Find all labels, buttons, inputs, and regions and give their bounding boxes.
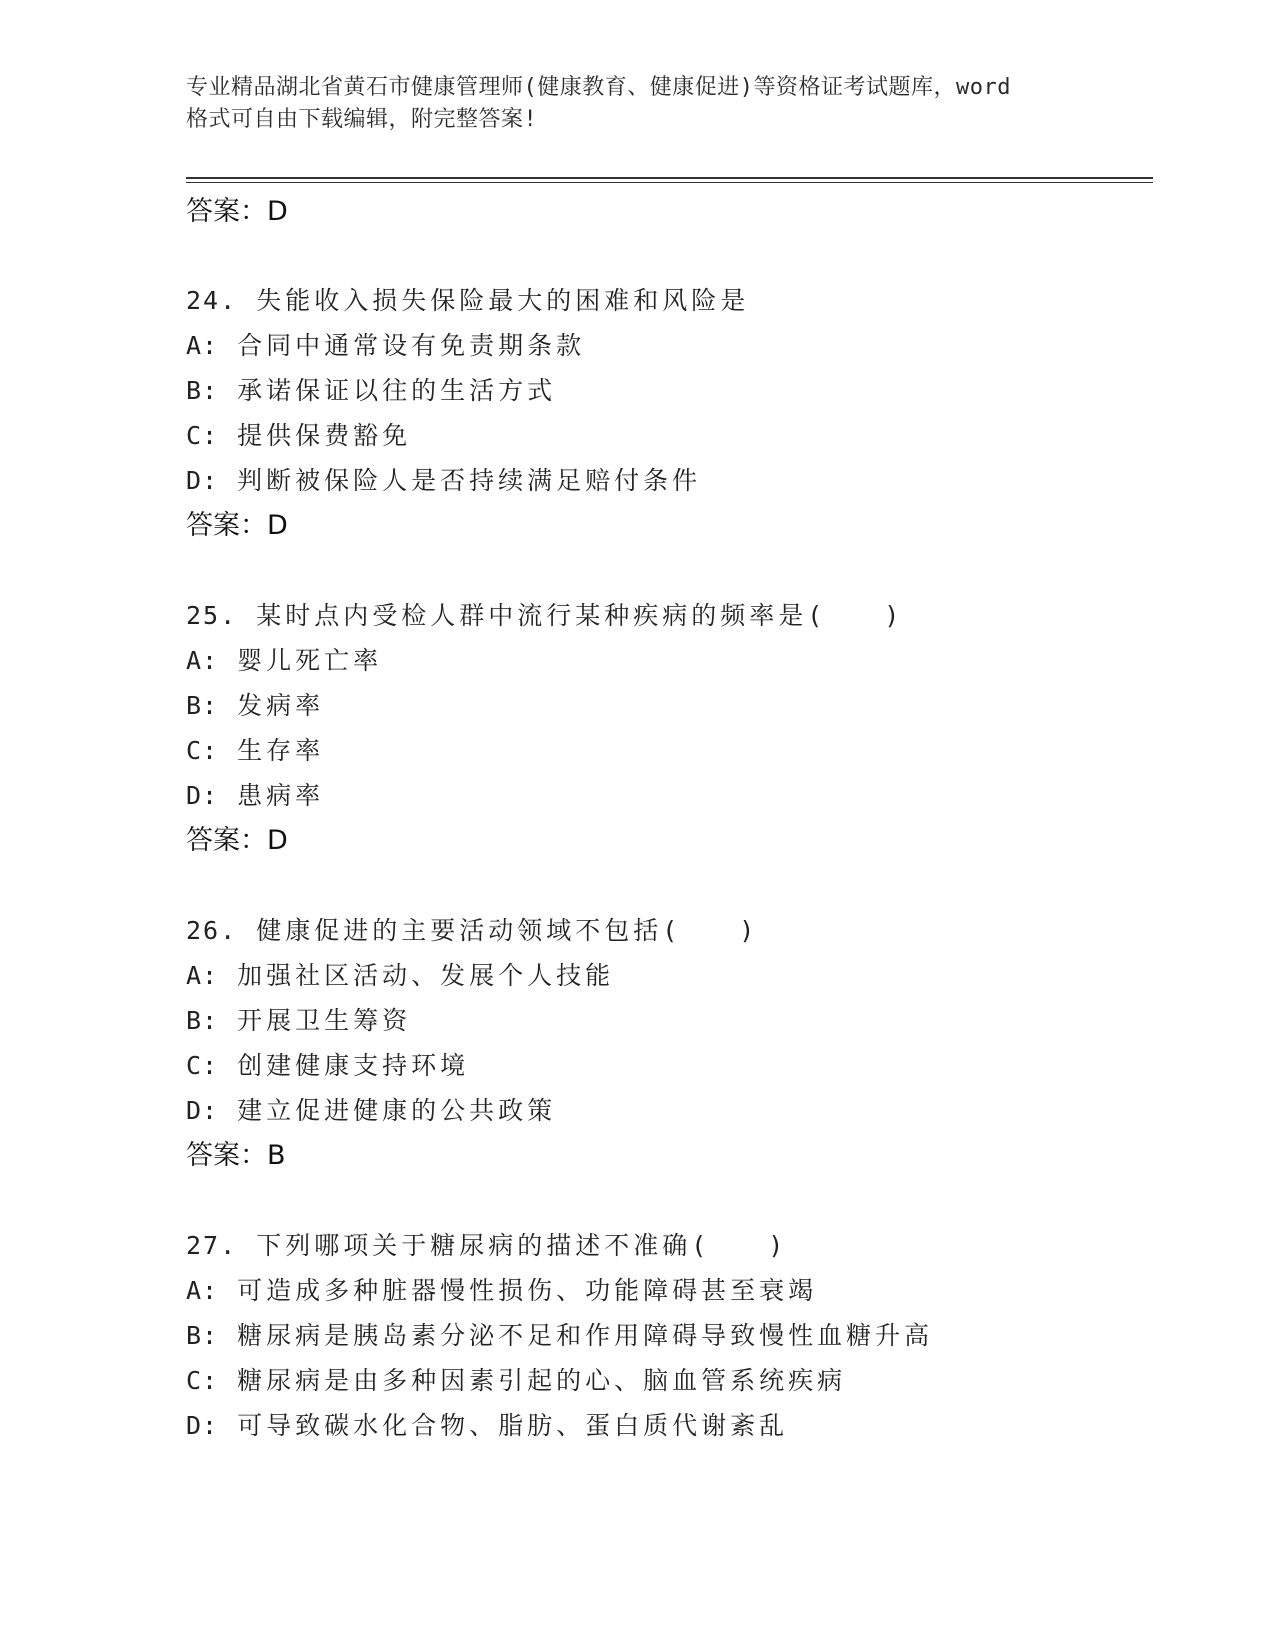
question-number: 24. xyxy=(186,286,238,315)
option-text: 糖尿病是由多种因素引起的心、脑血管系统疾病 xyxy=(237,1366,847,1395)
option-text: 婴儿死亡率 xyxy=(237,646,383,675)
question-text: 某时点内受检人群中流行某种疾病的频率是( ) xyxy=(256,601,904,630)
option-text: 糖尿病是胰岛素分泌不足和作用障碍导致慢性血糖升高 xyxy=(237,1321,934,1350)
question-text: 健康促进的主要活动领域不包括( ) xyxy=(256,916,759,945)
option-d xyxy=(186,459,1146,504)
option-letter: C: xyxy=(186,421,219,450)
option-c xyxy=(186,1359,1146,1404)
option-letter: C: xyxy=(186,736,219,765)
option-text: 合同中通常设有免责期条款 xyxy=(237,331,586,360)
option-letter: A: xyxy=(186,1276,219,1305)
option-text: 提供保费豁免 xyxy=(237,421,412,450)
answer-line: 答案：D xyxy=(186,196,288,227)
option-letter: D: xyxy=(186,781,219,810)
option-a xyxy=(186,1269,1146,1314)
document-header xyxy=(186,72,1086,136)
header-divider-thin xyxy=(186,182,1153,183)
option-text: 判断被保险人是否持续满足赔付条件 xyxy=(237,466,702,495)
option-d xyxy=(186,774,1146,819)
option-a xyxy=(186,639,1146,684)
option-d xyxy=(186,1089,1146,1134)
question-24 xyxy=(186,279,1146,548)
option-letter: B: xyxy=(186,376,219,405)
header-line-2: 格式可自由下载编辑，附完整答案! xyxy=(186,107,538,132)
question-stem xyxy=(186,594,1146,639)
question-number: 26. xyxy=(186,916,238,945)
option-text: 加强社区活动、发展个人技能 xyxy=(237,961,615,990)
option-c xyxy=(186,1044,1146,1089)
option-b xyxy=(186,999,1146,1044)
question-27 xyxy=(186,1224,1146,1449)
option-letter: A: xyxy=(186,961,219,990)
option-letter: D: xyxy=(186,466,219,495)
answer-line: 答案：B xyxy=(186,1140,286,1171)
option-a xyxy=(186,324,1146,369)
option-text: 可导致碳水化合物、脂肪、蛋白质代谢紊乱 xyxy=(237,1411,789,1440)
option-text: 建立促进健康的公共政策 xyxy=(237,1096,557,1125)
option-d xyxy=(186,1404,1146,1449)
option-letter: A: xyxy=(186,646,219,675)
option-c xyxy=(186,729,1146,774)
answer-line: 答案：D xyxy=(186,825,288,856)
option-letter: B: xyxy=(186,1006,219,1035)
question-list xyxy=(186,190,1146,1495)
option-letter: C: xyxy=(186,1366,219,1395)
question-stem xyxy=(186,1224,1146,1269)
option-a xyxy=(186,954,1146,999)
question-25 xyxy=(186,594,1146,863)
question-26 xyxy=(186,909,1146,1178)
option-c xyxy=(186,414,1146,459)
option-text: 承诺保证以往的生活方式 xyxy=(237,376,557,405)
question-text: 失能收入损失保险最大的困难和风险是 xyxy=(256,286,750,315)
header-line-1: 专业精品湖北省黄石市健康管理师(健康教育、健康促进)等资格证考试题库，word xyxy=(186,75,1011,100)
option-letter: A: xyxy=(186,331,219,360)
option-letter: C: xyxy=(186,1051,219,1080)
question-text: 下列哪项关于糖尿病的描述不准确( ) xyxy=(256,1231,788,1260)
option-letter: D: xyxy=(186,1411,219,1440)
option-text: 生存率 xyxy=(237,736,325,765)
option-text: 发病率 xyxy=(237,691,325,720)
question-number: 25. xyxy=(186,601,238,630)
question-stem xyxy=(186,279,1146,324)
option-letter: B: xyxy=(186,1321,219,1350)
option-text: 可造成多种脏器慢性损伤、功能障碍甚至衰竭 xyxy=(237,1276,818,1305)
question-stem xyxy=(186,909,1146,954)
option-letter: D: xyxy=(186,1096,219,1125)
option-text: 患病率 xyxy=(237,781,325,810)
question-number: 27. xyxy=(186,1231,238,1260)
header-divider-thick xyxy=(186,177,1153,179)
option-b xyxy=(186,1314,1146,1359)
option-text: 创建健康支持环境 xyxy=(237,1051,470,1080)
option-b xyxy=(186,684,1146,729)
option-b xyxy=(186,369,1146,414)
option-letter: B: xyxy=(186,691,219,720)
option-text: 开展卫生筹资 xyxy=(237,1006,412,1035)
answer-line: 答案：D xyxy=(186,510,288,541)
